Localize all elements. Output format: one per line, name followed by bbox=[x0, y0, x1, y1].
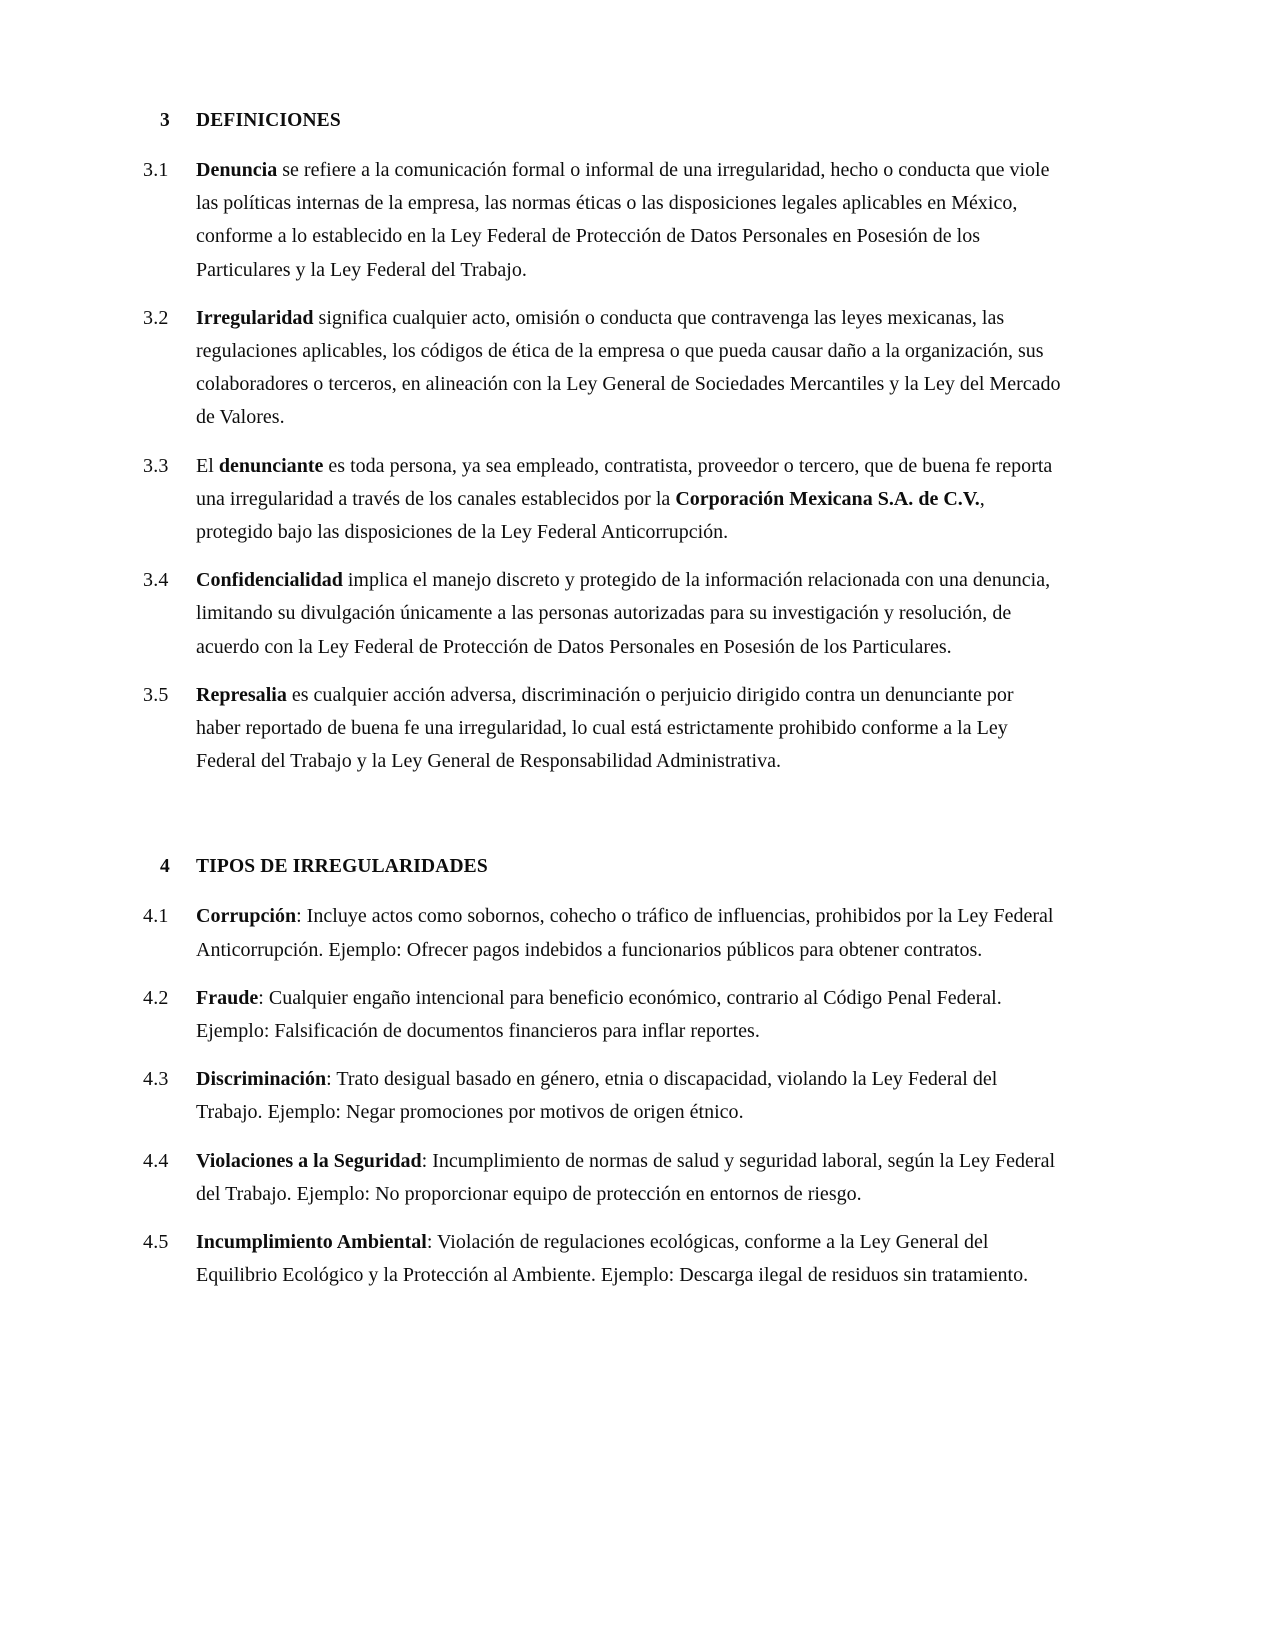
clause-spacer bbox=[143, 664, 1063, 679]
clause-item bbox=[143, 450, 1063, 550]
clause-item bbox=[143, 302, 1063, 435]
clause-number: 4.1 bbox=[143, 905, 169, 928]
clause-number: 3.4 bbox=[143, 569, 169, 592]
clause-term: Represalia bbox=[196, 683, 287, 706]
clause-number: 4.4 bbox=[143, 1149, 169, 1172]
clause-item bbox=[143, 1145, 1063, 1211]
clause-term: Corrupción bbox=[196, 905, 297, 928]
clause-run: es cualquier acción adversa, discriminación o perjuicio dirigido contra un denunciante por haber reportado de buena fe una irregularidad, lo cual está estrictamente prohibido conforme a la Ley Federal del Trabajo y la Ley General de Responsabilidad Administrativa. bbox=[196, 683, 1014, 773]
clause-run: implica el manejo discreto y protegido de la información relacionada con una denuncia, limitando su divulgación únicamente a las personas autorizadas para su investigación y resolución, de acuerdo con la Ley Federal de Protección de Datos Personales en Posesión de los Particulares. bbox=[196, 569, 1051, 658]
section-number: 4 bbox=[160, 856, 170, 878]
clause-term: Irregularidad bbox=[196, 306, 314, 329]
clause-term: Discriminación bbox=[196, 1068, 327, 1091]
clause-spacer bbox=[143, 435, 1063, 450]
clause-item bbox=[143, 154, 1063, 287]
clause-item bbox=[143, 982, 1063, 1048]
clause-text bbox=[196, 450, 1063, 550]
section-spacer bbox=[143, 778, 1063, 850]
clause-item bbox=[143, 1226, 1063, 1292]
clause-run: : Violación de regulaciones ecológicas, conforme a la Ley General del Equilibrio Ecológico y la Protección al Ambiente. Ejemplo: Descarga ilegal de residuos sin tratamiento. bbox=[196, 1231, 1029, 1287]
clause-number: 4.3 bbox=[143, 1068, 169, 1091]
clause-run: El bbox=[196, 454, 219, 477]
clause-text bbox=[196, 1226, 1063, 1292]
clause-number: 3.3 bbox=[143, 454, 169, 477]
heading-spacer bbox=[143, 137, 1063, 154]
clause-run: significa cualquier acto, omisión o conducta que contravenga las leyes mexicanas, las regulaciones aplicables, los códigos de ética de la empresa o que pueda causar daño a la organización, sus colaboradores o terceros, en alineación con la Ley General de Sociedades Mercantiles y la Ley del Mercado de Valores. bbox=[196, 306, 1061, 429]
clause-term: Fraude bbox=[196, 986, 259, 1009]
clause-text bbox=[196, 1145, 1063, 1211]
clause-item bbox=[143, 900, 1063, 966]
clause-term: Confidencialidad bbox=[196, 569, 343, 592]
heading-spacer bbox=[143, 883, 1063, 900]
clause-text bbox=[196, 564, 1063, 664]
clause-spacer bbox=[143, 287, 1063, 302]
clause-number: 3.1 bbox=[143, 159, 169, 181]
clause-spacer bbox=[143, 1130, 1063, 1145]
document-body bbox=[143, 104, 1063, 1292]
clause-text bbox=[196, 302, 1063, 435]
clause-term: Corporación Mexicana S.A. de C.V. bbox=[675, 487, 980, 510]
clause-term: denunciante bbox=[218, 454, 324, 477]
clause-item bbox=[143, 679, 1063, 779]
clause-spacer bbox=[143, 967, 1063, 982]
clause-run: : Incluye actos como sobornos, cohecho o tráfico de influencias, prohibidos por la Ley Federal Anticorrupción. Ejemplo: Ofrecer pagos indebidos a funcionarios públicos para obtener contratos. bbox=[196, 905, 1054, 961]
clause-number: 4.5 bbox=[143, 1231, 169, 1254]
clause-term: Violaciones a la Seguridad bbox=[196, 1149, 422, 1172]
clause-number: 4.2 bbox=[143, 986, 169, 1009]
section-title: TIPOS DE IRREGULARIDADES bbox=[196, 856, 488, 878]
clause-run: es toda persona, ya sea empleado, contratista, proveedor o tercero, que de buena fe reporta una irregularidad a través de los canales establecidos por la bbox=[196, 454, 1053, 510]
clause-text bbox=[196, 154, 1063, 287]
clause-run: se refiere a la comunicación formal o informal de una irregularidad, hecho o conducta que viole las políticas internas de la empresa, las normas éticas o las disposiciones legales aplicables en México, conforme a lo establecido en la Ley Federal de Protección de Datos Personales en Posesión de los Particulares y la Ley Federal del Trabajo. bbox=[196, 159, 1050, 281]
section-title: DEFINICIONES bbox=[196, 110, 341, 131]
clause-text bbox=[196, 1063, 1063, 1129]
section-heading bbox=[143, 104, 1063, 137]
clause-spacer bbox=[143, 1048, 1063, 1063]
clause-run: : Cualquier engaño intencional para beneficio económico, contrario al Código Penal Federal. Ejemplo: Falsificación de documentos financieros para inflar reportes. bbox=[196, 986, 1002, 1043]
clause-run: , protegido bajo las disposiciones de la Ley Federal Anticorrupción. bbox=[196, 487, 985, 544]
clause-text bbox=[196, 982, 1063, 1048]
section-heading bbox=[143, 850, 1063, 883]
clause-text bbox=[196, 900, 1063, 966]
clause-spacer bbox=[143, 549, 1063, 564]
clause-number: 3.5 bbox=[143, 683, 169, 706]
clause-item bbox=[143, 564, 1063, 664]
clause-term: Incumplimiento Ambiental bbox=[196, 1231, 427, 1254]
clause-item bbox=[143, 1063, 1063, 1129]
clause-term: Denuncia bbox=[196, 159, 278, 181]
section-number: 3 bbox=[160, 110, 170, 131]
clause-run: : Incumplimiento de normas de salud y seguridad laboral, según la Ley Federal del Trabajo. Ejemplo: No proporcionar equipo de protección en entornos de riesgo. bbox=[196, 1149, 1056, 1205]
clause-number: 3.2 bbox=[143, 306, 169, 329]
clause-spacer bbox=[143, 1211, 1063, 1226]
clause-text bbox=[196, 679, 1063, 779]
clause-run: : Trato desigual basado en género, etnia o discapacidad, violando la Ley Federal del Trabajo. Ejemplo: Negar promociones por motivos de origen étnico. bbox=[196, 1068, 998, 1124]
